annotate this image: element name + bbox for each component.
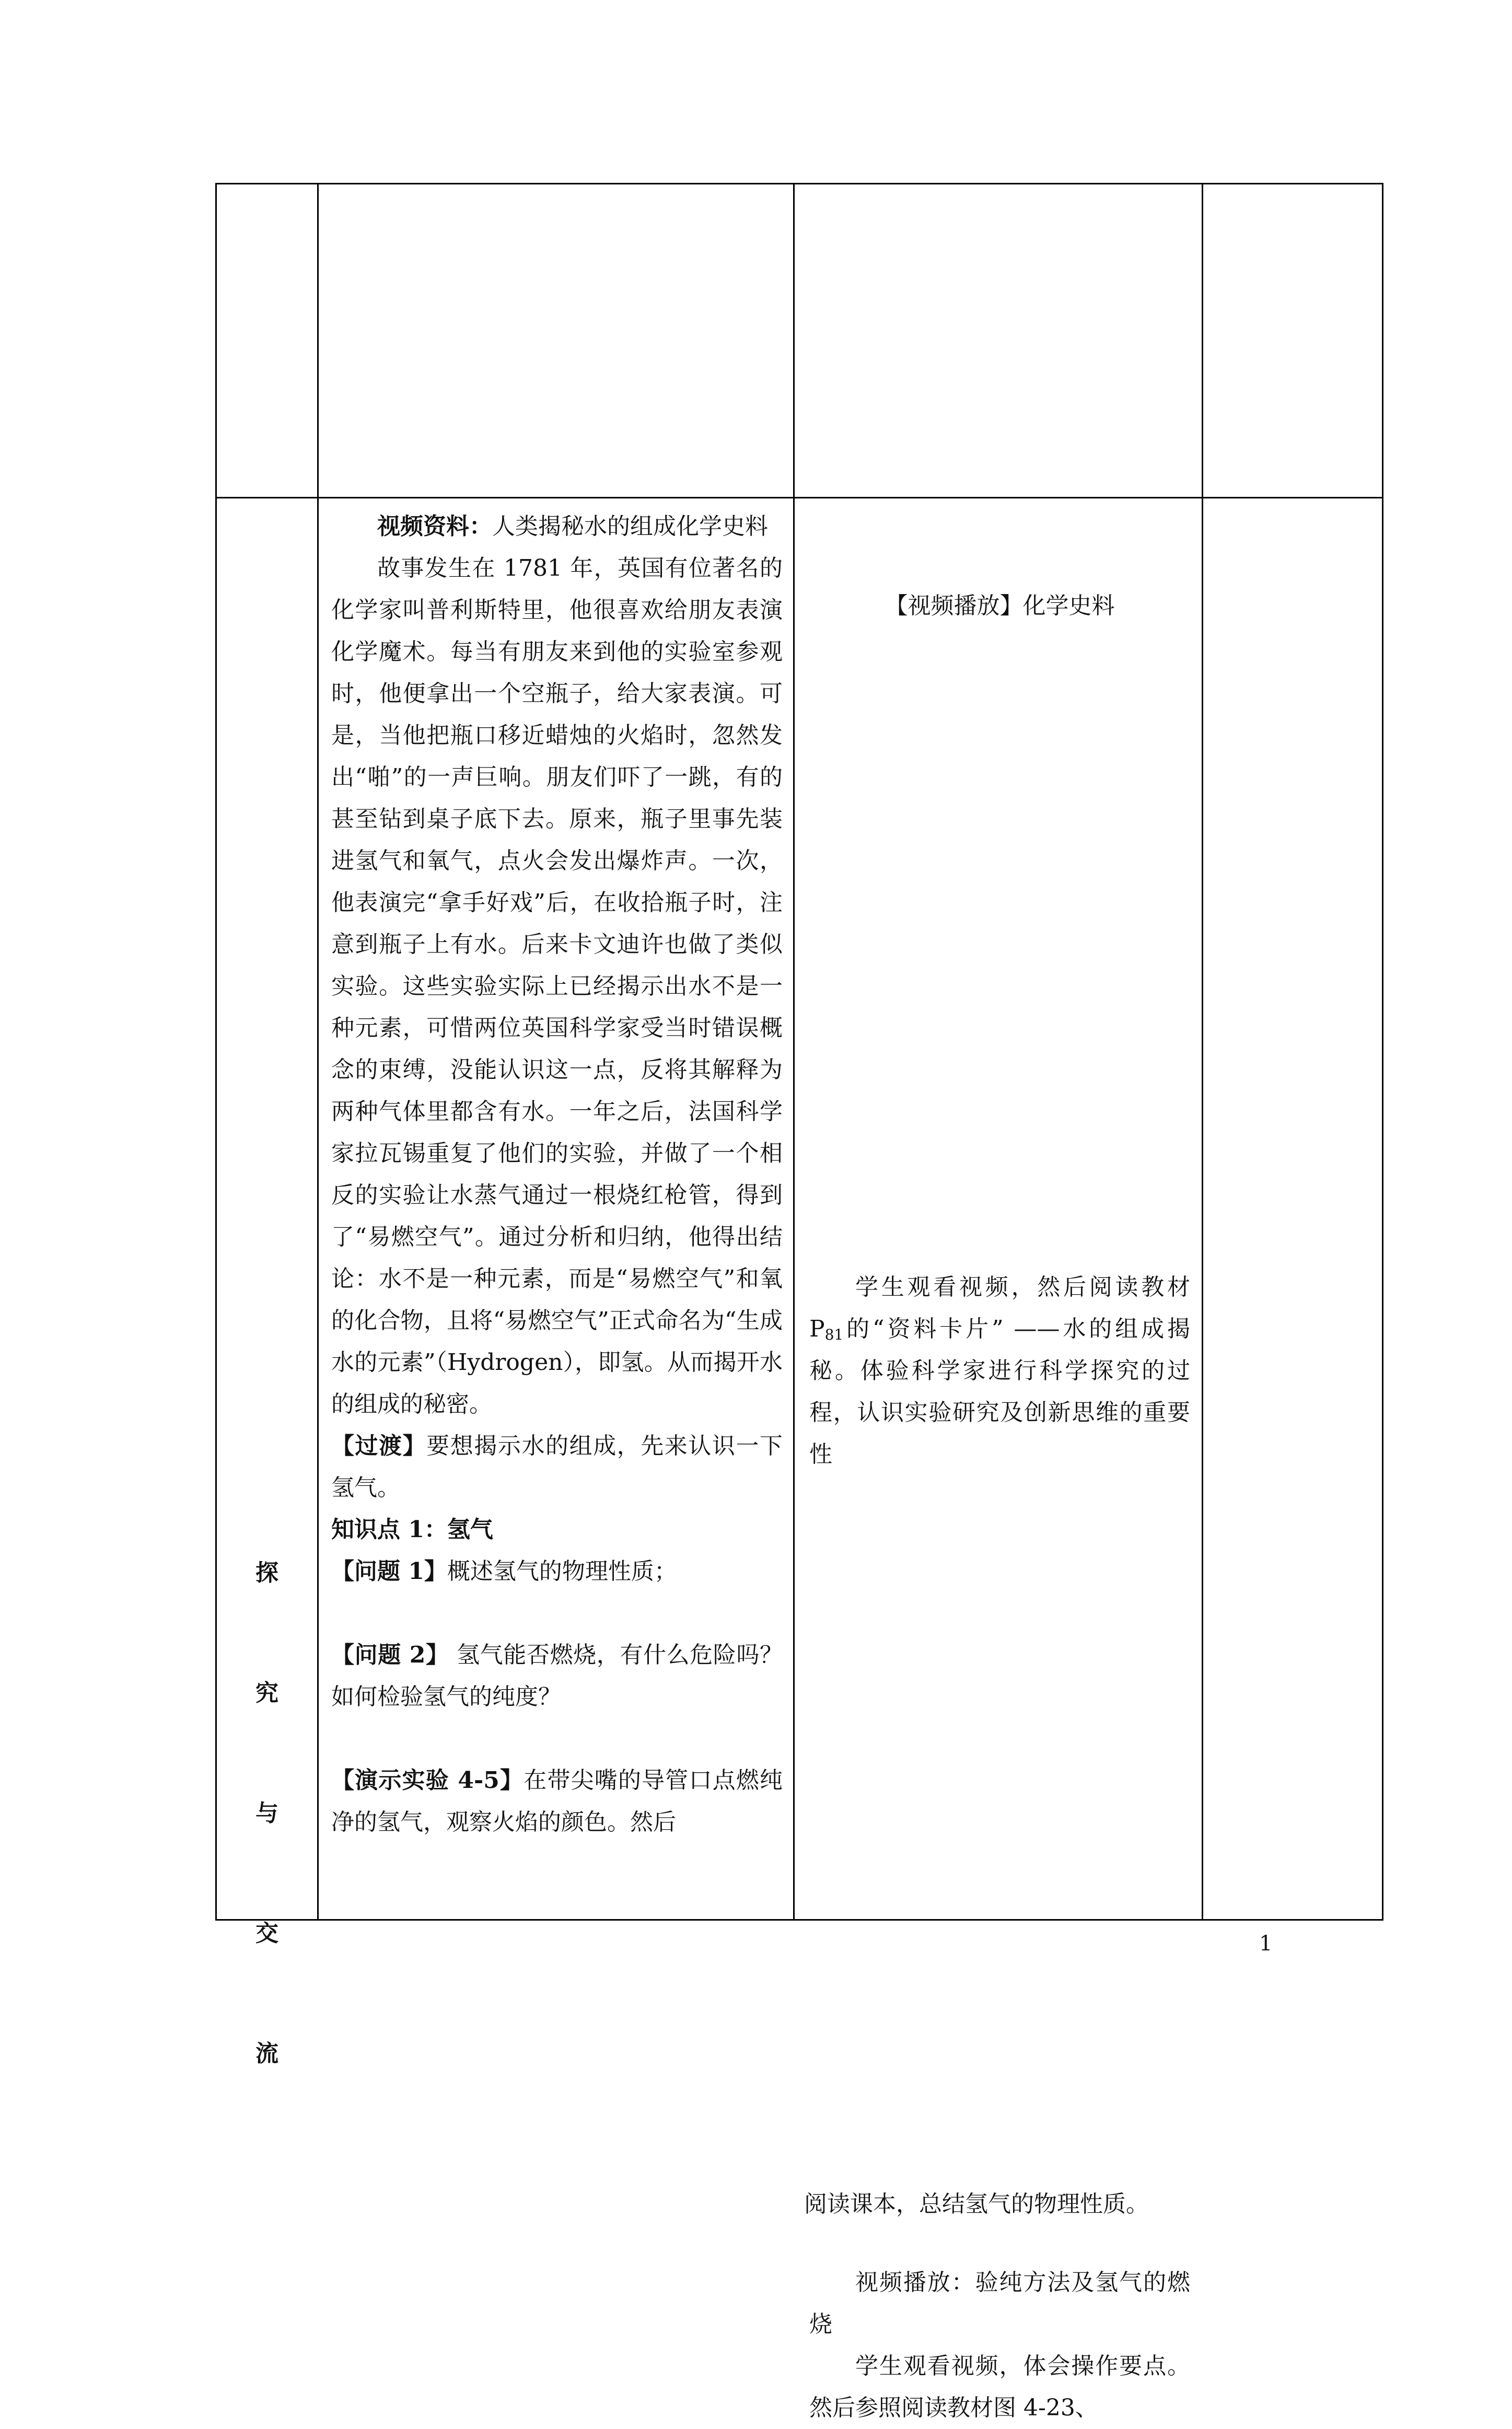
history-story: 故事发生在 1781 年，英国有位著名的化学家叫普利斯特里，他很喜欢给朋友表演化学魔术。每当有朋友来到他的实验室参观时，他便拿出一个空瓶子，给大家表演。可是，当他把瓶口移近蜡烛的火焰时，忽然发出“啪”的一声巨响。朋友们吓了一跳，有的甚至钻到桌子底下去。原来，瓶子里事先装进氢气和氧气，点火会发出爆炸声。一次，他表演完“拿手好戏”后，在收拾瓶子时，注意到瓶子上有水。后来卡文迪许也做了类似实验。这些实验实际上已经揭示出水不是一种元素，可惜两位英国科学家受当时错误概念的束缚，没能认识这一点，反将其解释为两种气体里都含有水。一年之后，法国科学家拉瓦锡重复了他们的实验，并做了一个相反的实验让水蒸气通过一根烧红枪管，得到了“易燃空气”。通过分析和归纳，他得出结论：水不是一种元素，而是“易燃空气”和氧的化合物，且将“易燃空气”正式命名为“生成水的元素”（Hydrogen），即氢。从而揭开水的组成的秘密。 xyxy=(331,555,783,1417)
spacer xyxy=(331,1718,783,1760)
question-2: 【问题 2】 氢气能否燃烧，有什么危险吗？如何检验氢气的纯度？ xyxy=(331,1642,783,1710)
section-label-char: 交 xyxy=(255,1920,278,1947)
table-row xyxy=(216,184,1383,498)
notes-cell xyxy=(1203,498,1383,1920)
video-material-heading: 视频资料：人类揭秘水的组成化学史料 xyxy=(377,513,768,540)
section-label-char: 究 xyxy=(255,1680,278,1706)
demo-experiment: 【演示实验 4-5】在带尖嘴的导管口点燃纯净的氢气，观察火焰的颜色。然后 xyxy=(331,1767,783,1835)
section-label-char: 探 xyxy=(255,1560,278,1586)
student-watch-note: 学生观看视频，然后阅读教材 $P_{81}$的“资料卡片” ——水的组成揭秘。体验科学家进行科学探究的过程，认识实验研究及创新思维的重要性 xyxy=(809,1274,1190,1468)
table-row xyxy=(216,498,1383,1920)
student-operation-note: 学生观看视频，体会操作要点。然后参照阅读教材图 4-23、 xyxy=(809,2353,1190,2421)
section-label-char: 流 xyxy=(255,2040,278,2067)
question-1: 【问题 1】概述氢气的物理性质； xyxy=(331,1558,677,1585)
table-cell xyxy=(794,184,1203,498)
student-activity-cell xyxy=(794,498,1203,2421)
section-label-cell xyxy=(216,498,318,2067)
knowledge-point-heading: 知识点 1：氢气 xyxy=(331,1516,493,1543)
video-purity-note: 视频播放：验纯方法及氢气的燃烧 xyxy=(809,2269,1190,2338)
read-summary-note: 阅读课本，总结氢气的物理性质。 xyxy=(804,2191,1149,2217)
table-cell xyxy=(1203,184,1383,498)
table-cell xyxy=(216,184,318,498)
video-play-note: 【视频播放】化学史料 xyxy=(885,592,1115,619)
teacher-activity-cell xyxy=(318,498,794,1920)
lesson-table xyxy=(215,183,1383,2421)
page-number: 1 xyxy=(1259,1932,1273,1956)
section-label-char: 与 xyxy=(255,1800,278,1827)
table-cell xyxy=(318,184,794,498)
transition-paragraph: 【过渡】要想揭示水的组成，先来认识一下氢气。 xyxy=(331,1433,783,1501)
spacer xyxy=(331,1593,783,1634)
